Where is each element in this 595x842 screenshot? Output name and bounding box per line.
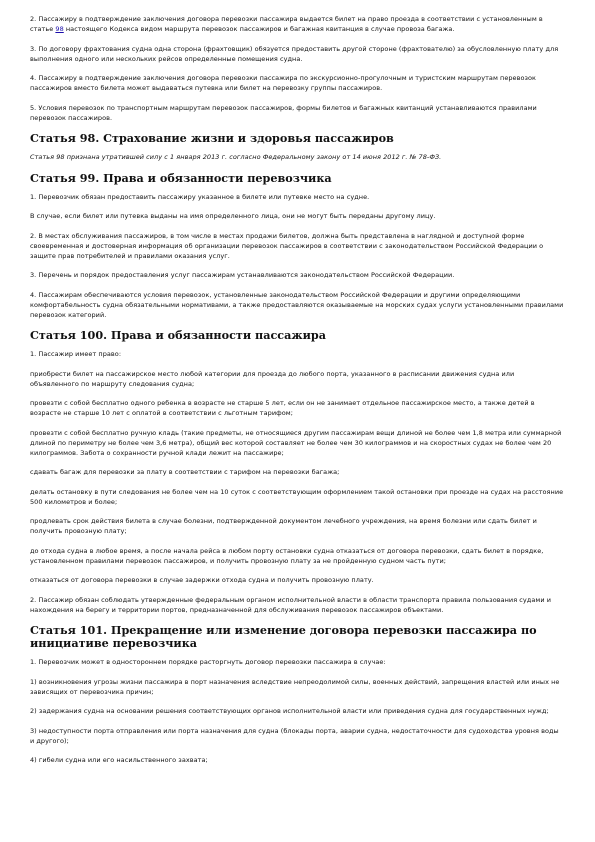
paragraph: продлевать срок действия билета в случае болезни, подтвержденной документом лечебного учреждения, на время болезни или сдать билет и получить провозную плату; [30,517,537,535]
paragraph: делать остановку в пути следования не более чем на 10 суток с соответствующим оформлением такой остановки при проезде на судах на расстояние 500 километров и более; [30,487,564,506]
paragraph: 3. По договору фрахтования судна одна сторона (фрахтовщик) обязуется предоставить другой стороне (фрахтователю) за обусловленную плату для выполнения одного или нескольких рейсов определенные помещения судна. [30,44,559,63]
paragraph: 4) гибели судна или его насильственного захвата; [30,756,208,764]
paragraph: 1. Перевозчик может в одностороннем порядке расторгнуть договор перевозки пассажира в случае: [30,658,386,666]
paragraph: 3. Перечень и порядок предоставления услуг пассажирам устанавливаются законодательством Российской Федерации. [30,271,455,279]
paragraph [30,14,565,34]
paragraph: приобрести билет на пассажирское место любой категории для проезда до любого порта, указанного в расписании движения судна или объявленного по маршруту следования судна; [30,369,515,388]
paragraph: 2. Пассажир обязан соблюдать утвержденные федеральным органом исполнительной власти в области транспорта правила пользования судами и нахождения на берегу и территории портов, предназначенной для обслуживания перевозок пассажиров объектами. [30,595,551,614]
article-heading: Статья 98. Страхование жизни и здоровья пассажиров [30,131,394,145]
article-heading: Статья 101. Прекращение или изменение договора перевозки пассажира по инициативе перевозчика [30,623,537,650]
paragraph: провезти с собой бесплатно ручную кладь (такие предметы, не относящиеся другим пассажирам вещи длиной не более чем 1,8 метра или суммарной длиной по периметру не более чем 3,6 метра), общий вес которой составляет не более чем 30 килограммов и на скоростных судах не более чем 20 килограммов. Забота о сохранности ручной клади лежит на пассажире; [30,428,562,457]
paragraph: 3) недоступности порта отправления или порта назначения для судна (блокады порта, аварии судна, недостаточности для судоходства уровня воды и другого); [30,726,559,745]
paragraph: сдавать багаж для перевозки за плату в соответствии с тарифом на перевозки багажа; [30,468,340,476]
paragraph-text: 2. Пассажиру в подтверждение заключения договора перевозки пассажира выдается билет на право проезда в соответствии с установленным в статье [30,15,543,33]
paragraph: 2) задержания судна на основании решения соответствующих органов исполнительной власти или приведения судна для государственных нужд; [30,707,549,715]
paragraph: 2. В местах обслуживания пассажиров, в том числе в местах продажи билетов, должна быть представлена в наглядной и доступной форме своевременная и достоверная информация об организации перевозок пассажиров в соответствии с законодательством Российской Федерации о защите прав потребителей и правилами оказания услуг. [30,231,544,260]
paragraph: 1) возникновения угрозы жизни пассажира в порт назначения вследствие непреодолимой силы, военных действий, запрещения властей или иных не зависящих от перевозчика причин; [30,677,560,696]
paragraph: провезти с собой бесплатно одного ребенка в возрасте не старше 5 лет, если он не занимает отдельное пассажирское место, а также детей в возрасте не старше 10 лет с оплатой в соответствии с льготным тарифом; [30,399,535,417]
paragraph-text: настоящего Кодекса видом маршрута перевозок пассажиров и багажная квитанция в случае провоза багажа. [63,25,455,33]
paragraph: 1. Пассажир имеет право: [30,350,122,358]
paragraph: 4. Пассажирам обеспечиваются условия перевозок, установленные законодательством Российской Федерации и другими определяющими комфортабельность судна обязательными нормативами, а также предоставляются оказываемые на морских судах услуги установленными правилами перевозок категорий. [30,290,564,319]
paragraph: В случае, если билет или путевка выданы на имя определенного лица, они не могут быть переданы другому лицу. [30,212,436,220]
article-heading: Статья 99. Права и обязанности перевозчика [30,170,332,185]
document-page [30,14,565,775]
paragraph: 4. Пассажиру в подтверждение заключения договора перевозки пассажира по экскурсионно-прогулочным и туристским маршрутам перевозок пассажиров вместо билета может выдаваться путевка или билет на перевозку группы пассажиров. [30,74,537,92]
article-link[interactable]: 98 [55,25,64,33]
paragraph: отказаться от договора перевозки в случае задержки отхода судна и получить провозную плату. [30,576,374,584]
editorial-note: Статья 98 признана утратившей силу с 1 января 2013 г. согласно Федеральному закону от 14 июня 2012 г. № 78-ФЗ. [30,153,442,161]
paragraph: 1. Перевозчик обязан предоставить пассажиру указанное в билете или путевке место на судне. [30,192,370,201]
article-heading: Статья 100. Права и обязанности пассажира [30,328,326,342]
paragraph: 5. Условия перевозок по транспортным маршрутам перевозок пассажиров, формы билетов и багажных квитанций устанавливаются правилами перевозок пассажиров. [30,103,537,122]
paragraph: до отхода судна в любое время, а после начала рейса в любом порту остановки судна отказаться от договора перевозки, сдать билет в порядке, установленном правилами перевозок пассажиров, и получить провозную плату за не пройденную судном часть пути; [30,546,544,565]
